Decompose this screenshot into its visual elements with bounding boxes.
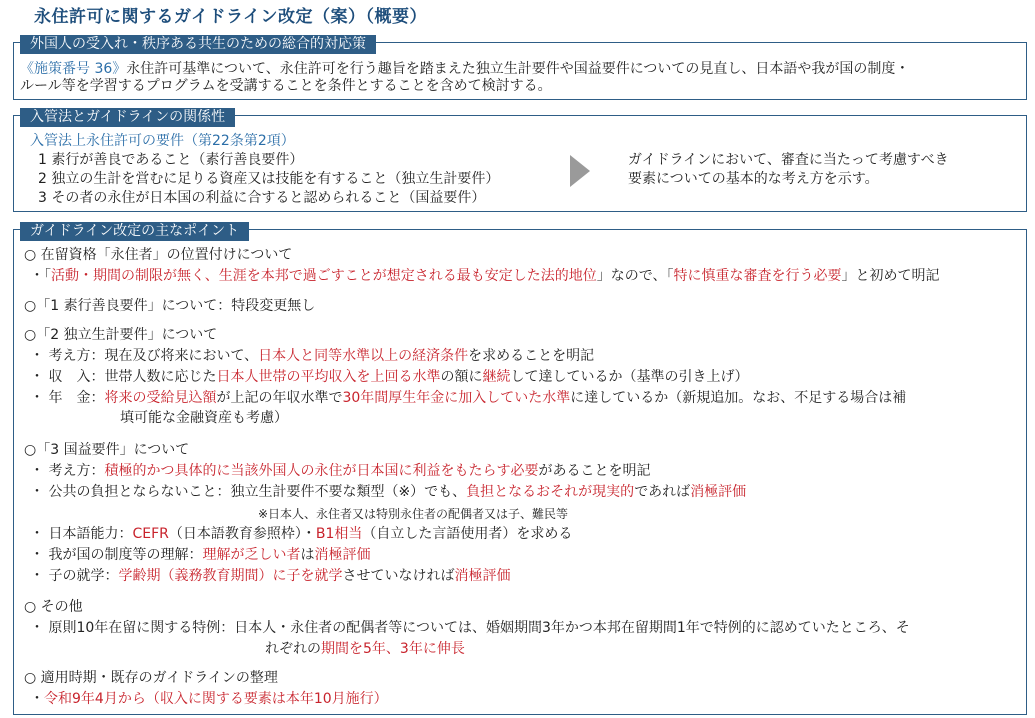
point-1-head: ○ 在留資格「永住者」の位置付けについて	[24, 247, 293, 263]
point-6-head: ○ 適用時期・既存のガイドラインの整理	[24, 670, 278, 686]
point-4-head: ○「3 国益要件」について	[24, 442, 190, 458]
relation-right-2: 要素についての基本的な考え方を示す。	[628, 171, 879, 187]
point-3-a: ・ 考え方：現在及び将来において、日本人と同等水準以上の経済条件を求めることを明記	[30, 348, 595, 364]
section-points-header: ガイドライン改定の主なポイント	[20, 222, 249, 241]
measure-ref: 《施策番号 36》	[20, 61, 127, 77]
point-4-a: ・ 考え方：積極的かつ具体的に当該外国人の永住が日本国に利益をもたらす必要があることを明記	[30, 463, 651, 479]
point-1-detail: ・「活動・期間の制限が無く、生涯を本邦で過ごすことが想定される最も安定した法的地位」なので、「特に慎重な審査を行う必要」と初めて明記	[30, 268, 940, 284]
relation-item-3: 3 その者の永住が日本国の利益に合すると認められること（国益要件）	[38, 190, 486, 206]
page-title: 永住許可に関するガイドライン改定（案）（概要）	[34, 7, 427, 27]
point-4-c: ・ 日本語能力：CEFR（日本語教育参照枠）・B1相当（自立した言語使用者）を求める	[30, 526, 573, 542]
relation-item-1: 1 素行が善良であること（素行善良要件）	[38, 152, 304, 168]
section-relation-header: 入管法とガイドラインの関係性	[20, 108, 235, 127]
point-5-a: ・ 原則10年在留に関する特例：日本人・永住者の配偶者等については、婚姻期間3年かつ本邦在留期間1年で特例的に認めていたところ、そ	[30, 620, 910, 636]
point-5-head: ○ その他	[24, 599, 83, 615]
point-4-note: ※日本人、永住者又は特別永住者の配偶者又は子、難民等	[258, 507, 569, 521]
point-3-c-cont: 填可能な金融資産も考慮）	[120, 410, 288, 426]
relation-right-1: ガイドラインにおいて、審査に当たって考慮すべき	[628, 152, 949, 168]
point-5-a-cont: れぞれの期間を5年、3年に伸長	[265, 641, 465, 657]
point-3-c: ・ 年 金：将来の受給見込額が上記の年収水準で30年間厚生年金に加入していた水準に達しているか（新規追加。なお、不足する場合は補	[30, 390, 907, 406]
point-6-a: ・令和9年4月から（収入に関する要素は本年10月施行）	[30, 691, 388, 707]
section-measures-header: 外国人の受入れ・秩序ある共生のための総合的対応策	[20, 35, 376, 54]
measures-line-1: 《施策番号 36》永住許可基準について、永住許可を行う趣旨を踏まえた独立生計要件や国益要件についての見直し、日本語や我が国の制度・	[20, 61, 910, 77]
arrow-right-icon	[570, 155, 590, 187]
point-3-b: ・ 収 入：世帯人数に応じた日本人世帯の平均収入を上回る水準の額に継続して達しているか（基準の引き上げ）	[30, 369, 749, 385]
point-3-head: ○「2 独立生計要件」について	[24, 327, 218, 343]
relation-item-2: 2 独立の生計を営むに足りる資産又は技能を有すること（独立生計要件）	[38, 171, 500, 187]
measures-line-2: ルール等を学習するプログラムを受講することを条件とすることを含めて検討する。	[20, 78, 552, 94]
point-2-head: ○「1 素行善良要件」について：特段変更無し	[24, 298, 316, 314]
point-4-d: ・ 我が国の制度等の理解：理解が乏しい者は消極評価	[30, 547, 371, 563]
point-4-b: ・ 公共の負担とならないこと：独立生計要件不要な類型（※）でも、負担となるおそれが現実的であれば消極評価	[30, 484, 747, 500]
relation-subtitle: 入管法上永住許可の要件（第22条第2項）	[30, 133, 295, 149]
point-4-e: ・ 子の就学：学齢期（義務教育期間）に子を就学させていなければ消極評価	[30, 568, 511, 584]
